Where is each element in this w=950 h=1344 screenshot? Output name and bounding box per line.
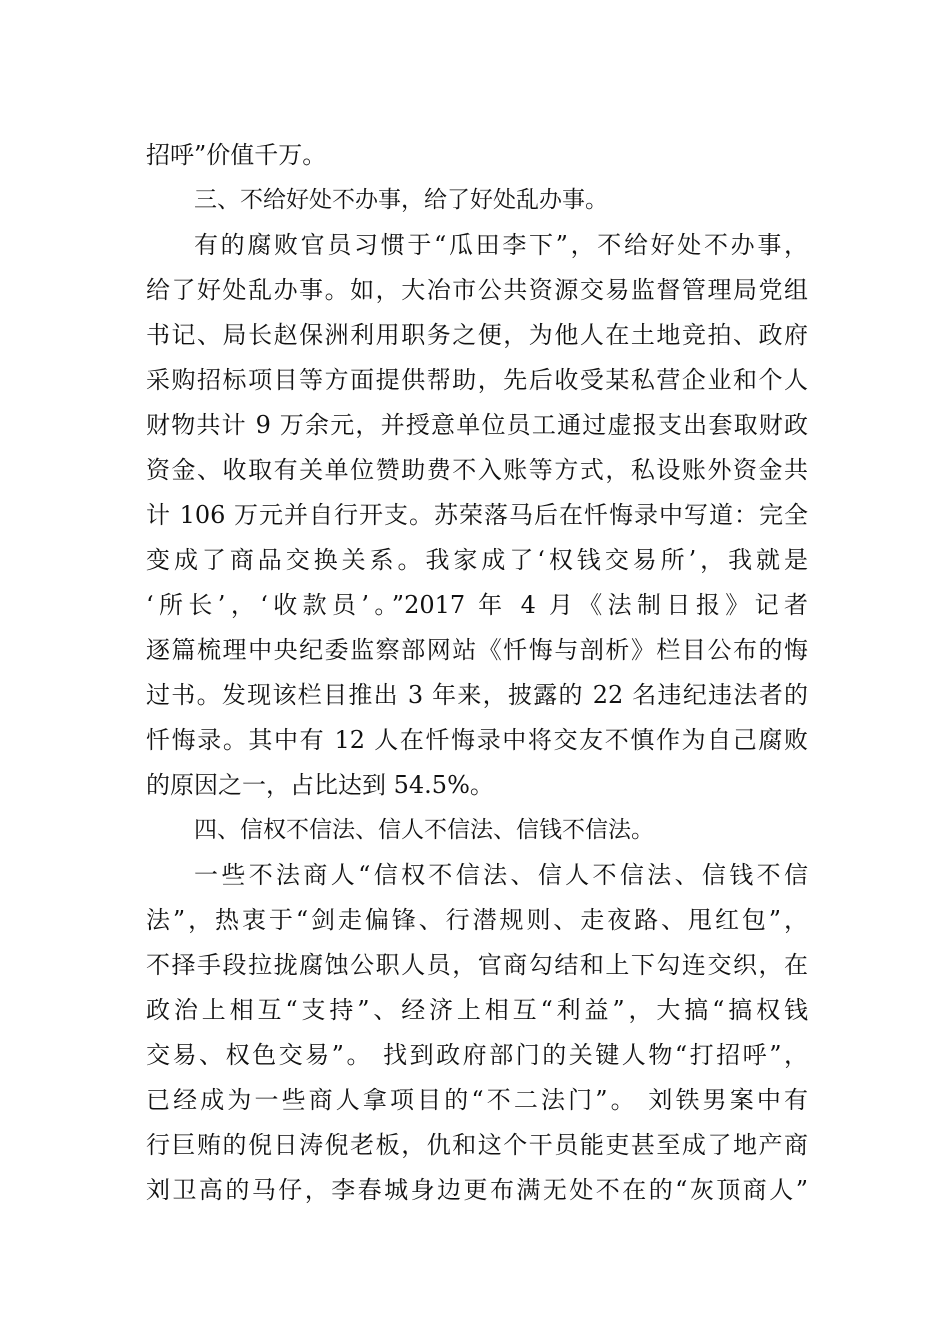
- paragraph-line: 法”，热衷于“剑走偏锋、行潜规则、走夜路、甩红包”，: [146, 906, 808, 934]
- paragraph-line: 财物共计 9 万余元，并授意单位员工通过虚报支出套取财政: [146, 411, 808, 439]
- paragraph-line: 交易、权色交易”。 找到政府部门的关键人物“打招呼”，: [146, 1041, 808, 1069]
- paragraph-line: 过书。发现该栏目推出 3 年来，披露的 22 名违纪违法者的: [146, 681, 808, 709]
- paragraph-line: 的原因之一，占比达到 54.5%。: [146, 771, 494, 799]
- paragraph-line: 招呼”价值千万。: [146, 141, 327, 169]
- paragraph-line: 计 106 万元并自行开支。苏荣落马后在忏悔录中写道：完全: [146, 501, 808, 529]
- paragraph-line: 给了好处乱办事。如，大冶市公共资源交易监督管理局党组: [146, 276, 808, 304]
- paragraph-line: 忏悔录。其中有 12 人在忏悔录中将交友不慎作为自己腐败: [146, 726, 808, 754]
- paragraph-line: 资金、收取有关单位赞助费不入账等方式，私设账外资金共: [146, 456, 808, 484]
- paragraph-line: 书记、局长赵保洲利用职务之便，为他人在土地竞拍、政府: [146, 321, 808, 349]
- paragraph-line: 采购招标项目等方面提供帮助，先后收受某私营企业和个人: [146, 366, 808, 394]
- document-body: [146, 133, 808, 1213]
- section-heading-four: 四、信权不信法、信人不信法、信钱不信法。: [194, 817, 654, 843]
- paragraph-line: 不择手段拉拢腐蚀公职人员，官商勾结和上下勾连交织，在: [146, 951, 808, 979]
- paragraph-line: 一些不法商人“信权不信法、信人不信法、信钱不信: [194, 861, 808, 889]
- paragraph-line: 有的腐败官员习惯于“瓜田李下”，不给好处不办事，: [194, 231, 808, 259]
- paragraph-line: 政治上相互“支持”、经济上相互“利益”，大搞“搞权钱: [146, 996, 808, 1024]
- paragraph-line: ‘所长’，‘收款员’。”2017 年 4 月《法制日报》记者: [146, 591, 808, 619]
- section-heading-three: 三、不给好处不办事，给了好处乱办事。: [194, 187, 608, 213]
- paragraph-line: 已经成为一些商人拿项目的“不二法门”。 刘铁男案中有: [146, 1086, 808, 1114]
- paragraph-line: 逐篇梳理中央纪委监察部网站《忏悔与剖析》栏目公布的悔: [146, 636, 808, 664]
- paragraph-line: 行巨贿的倪日涛倪老板，仇和这个干员能吏甚至成了地产商: [146, 1131, 808, 1159]
- paragraph-line: 变成了商品交换关系。我家成了‘权钱交易所’，我就是: [146, 546, 808, 574]
- paragraph-line: 刘卫高的马仔，李春城身边更布满无处不在的“灰顶商人”: [146, 1176, 808, 1204]
